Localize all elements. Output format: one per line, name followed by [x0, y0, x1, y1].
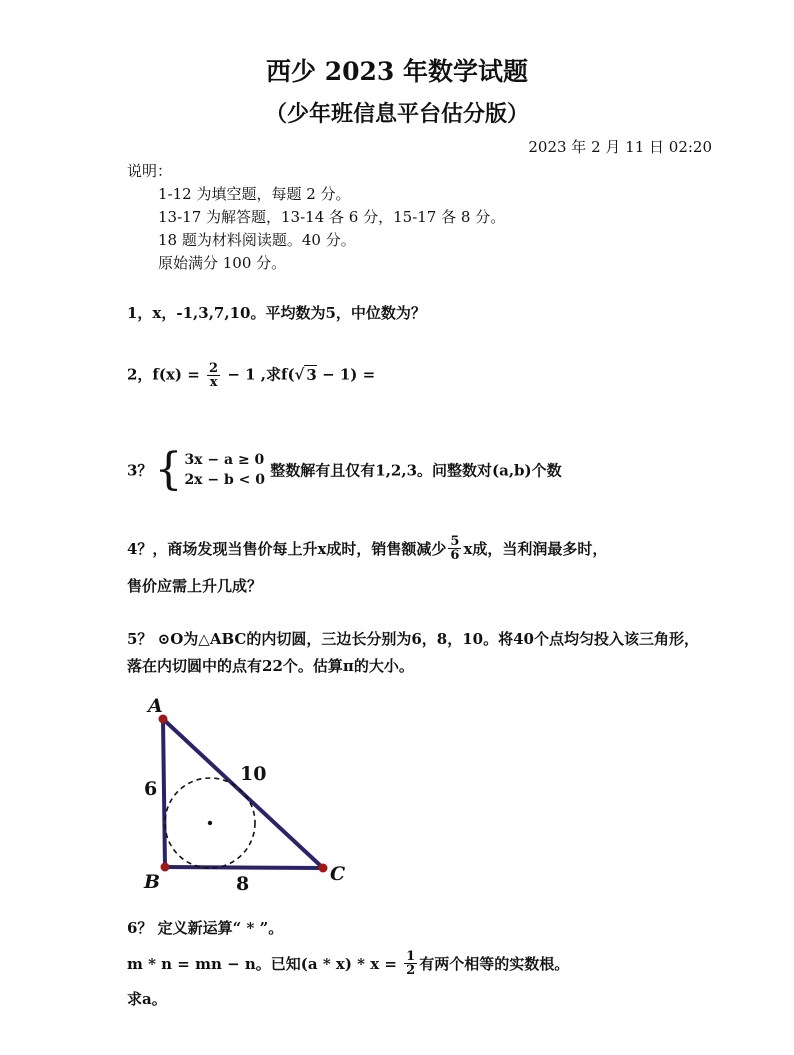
vertex-c: [319, 864, 328, 873]
note-line: 1-12 为填空题，每题 2 分。: [158, 185, 351, 203]
q6-prefix: m * n = mn − n。已知(a * x) * x =: [127, 955, 403, 973]
page-subtitle: （少年班信息平台估分版）: [264, 101, 529, 127]
sqrt-sign: √: [294, 365, 305, 384]
side-ac-length: 10: [240, 763, 267, 785]
side-ab-length: 6: [144, 778, 158, 800]
left-brace: {: [154, 444, 183, 495]
q2-denominator: x: [209, 375, 218, 390]
inequality-system: [184, 450, 265, 490]
note-line: 原始满分 100 分。: [158, 254, 287, 272]
q4-suffix: x成，当利润最多时，: [463, 540, 608, 558]
note-line: 13-17 为解答题，13-14 各 6 分，15-17 各 8 分。: [158, 208, 506, 226]
side-bc-length: 8: [236, 873, 250, 895]
inequality-1: 3x − a ≥ 0: [184, 452, 265, 468]
q6-numerator: 1: [406, 949, 416, 964]
page-title: 西少 2023 年数学试题: [266, 57, 528, 86]
question-4-line2: 售价应需上升几成？: [127, 577, 263, 595]
question-6-line2: [127, 950, 569, 977]
question-6-line1: 6？ 定义新运算“ * ”。: [127, 919, 284, 937]
triangle-figure: [130, 690, 360, 900]
q6-fraction: [404, 950, 417, 977]
q4-prefix: 4？，商场发现当售价每上升x成时，销售额减少: [127, 540, 447, 558]
inequality-2: 2x − b < 0: [184, 472, 266, 488]
question-4: [127, 535, 607, 562]
notes-label: 说明：: [127, 162, 173, 180]
question-1: 1，x，-1,3,7,10。平均数为5，中位数为？: [127, 304, 426, 322]
label-b: B: [144, 871, 161, 893]
q2-suffix: − 1) =: [316, 365, 376, 384]
q6-suffix: 有两个相等的实数根。: [419, 955, 570, 973]
q3-suffix: 整数解有且仅有1,2,3。问整数对(a,b)个数: [270, 461, 562, 480]
label-c: C: [330, 863, 346, 885]
q4-denominator: 6: [450, 548, 460, 563]
q2-fraction: [207, 362, 220, 389]
side-bc: [165, 867, 323, 868]
q6-denominator: 2: [406, 963, 416, 978]
question-3: [127, 444, 562, 495]
question-5-line2: 落在内切圆中的点有22个。估算π的大小。: [127, 657, 414, 675]
incircle-center: [208, 821, 212, 825]
note-line: 18 题为材料阅读题。40 分。: [158, 231, 356, 249]
side-ab: [163, 719, 165, 867]
question-6-line3: 求a。: [127, 990, 167, 1008]
question-2: [127, 362, 375, 389]
q4-fraction: [448, 535, 461, 562]
vertex-b: [161, 863, 170, 872]
question-5-line1: 5？ ⊙O为△ABC的内切圆，三边长分别为6，8，10。将40个点均匀投入该三角形，: [127, 630, 699, 648]
label-a: A: [148, 695, 163, 717]
q2-prefix: 2，f(x) =: [127, 365, 206, 384]
q2-root: 3: [306, 365, 317, 384]
timestamp: 2023 年 2 月 11 日 02:20: [528, 138, 712, 156]
q2-numerator: 2: [209, 361, 219, 376]
q3-prefix: 3？: [127, 461, 153, 480]
q4-numerator: 5: [450, 534, 460, 549]
q2-middle: − 1 ,求f(: [222, 365, 295, 384]
side-ac: [163, 719, 323, 868]
